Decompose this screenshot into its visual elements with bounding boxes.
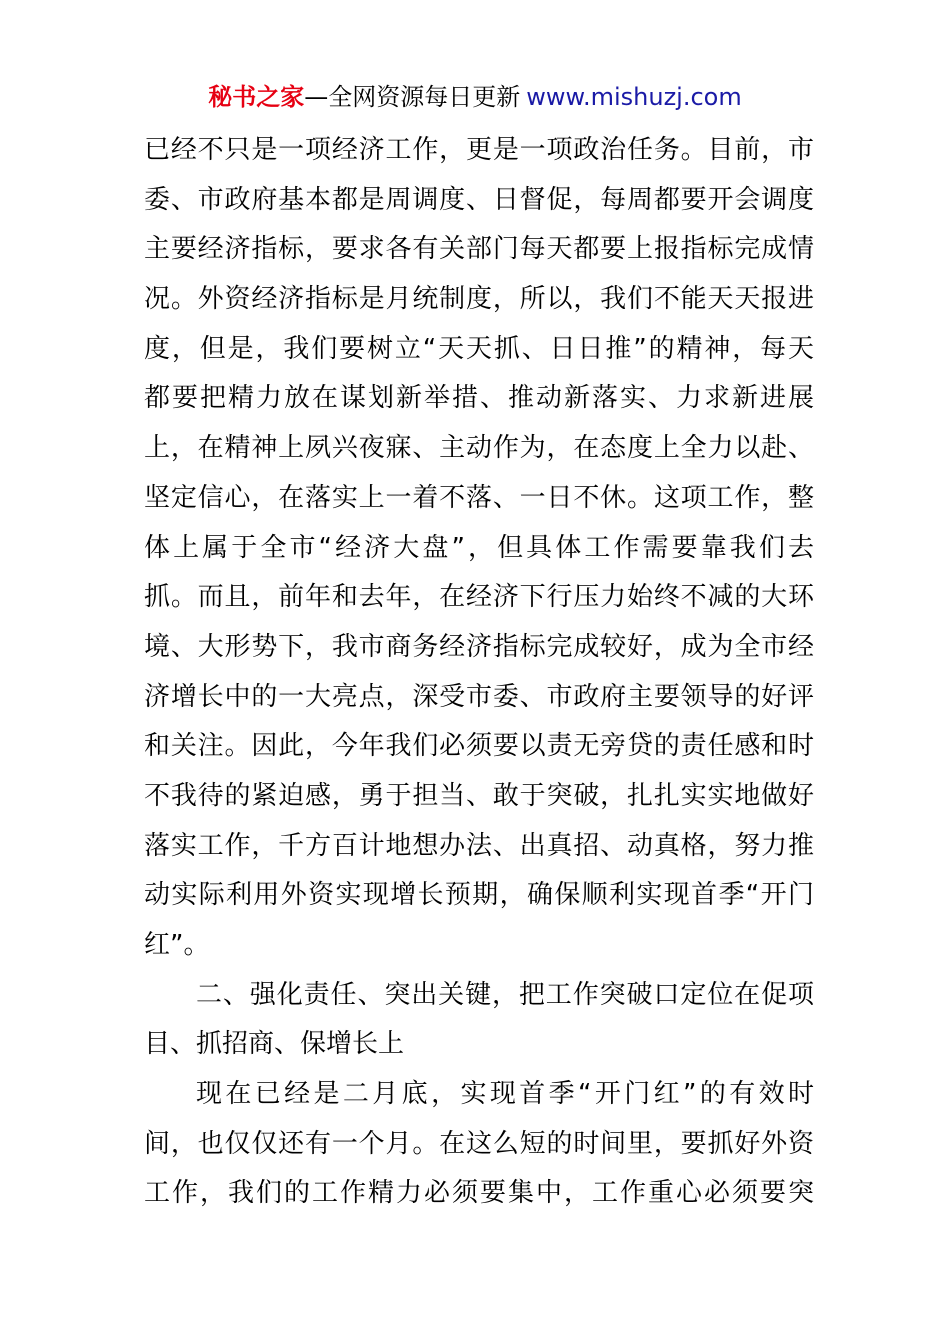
- text-line: 和关注。因此，今年我们必须要以责无旁贷的责任感和时: [144, 731, 814, 762]
- text-line: 济增长中的一大亮点，深受市委、市政府主要领导的好评: [144, 681, 814, 712]
- document-body: [144, 126, 814, 1219]
- site-url-link[interactable]: www.mishuzj.com: [526, 83, 742, 111]
- text-line: 主要经济指标，要求各有关部门每天都要上报指标完成情: [144, 234, 814, 265]
- text-line: 况。外资经济指标是月统制度，所以，我们不能天天报进: [144, 284, 814, 315]
- section-heading-line: 二、强化责任、突出关键，把工作突破口定位在促项: [196, 979, 814, 1010]
- text-line: 坚定信心，在落实上一着不落、一日不休。这项工作，整: [144, 482, 814, 513]
- text-line: 工作，我们的工作精力必须要集中，工作重心必须要突: [144, 1178, 814, 1209]
- section-heading-line: 目、抓招商、保增长上: [144, 1029, 405, 1060]
- text-line: 不我待的紧迫感，勇于担当、敢于突破，扎扎实实地做好: [144, 780, 814, 811]
- text-line: 红”。: [144, 930, 210, 960]
- site-slogan: —全网资源每日更新: [304, 83, 521, 111]
- text-line: 已经不只是一项经济工作，更是一项政治任务。目前，市: [144, 135, 814, 165]
- text-line: 现在已经是二月底，实现首季“开门红”的有效时: [196, 1079, 814, 1110]
- text-line: 委、市政府基本都是周调度、日督促，每周都要开会调度: [144, 184, 814, 215]
- site-brand: 秘书之家: [208, 83, 305, 111]
- text-line: 度，但是，我们要树立“天天抓、日日推”的精神，每天: [144, 333, 814, 364]
- text-line: 间，也仅仅还有一个月。在这么短的时间里，要抓好外资: [144, 1128, 814, 1159]
- text-line: 落实工作，千方百计地想办法、出真招、动真格，努力推: [144, 830, 814, 861]
- text-line: 上，在精神上夙兴夜寐、主动作为，在态度上全力以赴、: [144, 433, 814, 464]
- text-line: 抓。而且，前年和去年，在经济下行压力始终不减的大环: [144, 582, 814, 613]
- text-line: 体上属于全市“经济大盘”，但具体工作需要靠我们去: [144, 532, 814, 563]
- text-line: 都要把精力放在谋划新举措、推动新落实、力求新进展: [144, 383, 814, 414]
- text-line: 动实际利用外资实现增长预期，确保顺利实现首季“开门: [144, 880, 814, 911]
- text-line: 境、大形势下，我市商务经济指标完成较好，成为全市经: [144, 631, 814, 662]
- site-header: [0, 80, 950, 114]
